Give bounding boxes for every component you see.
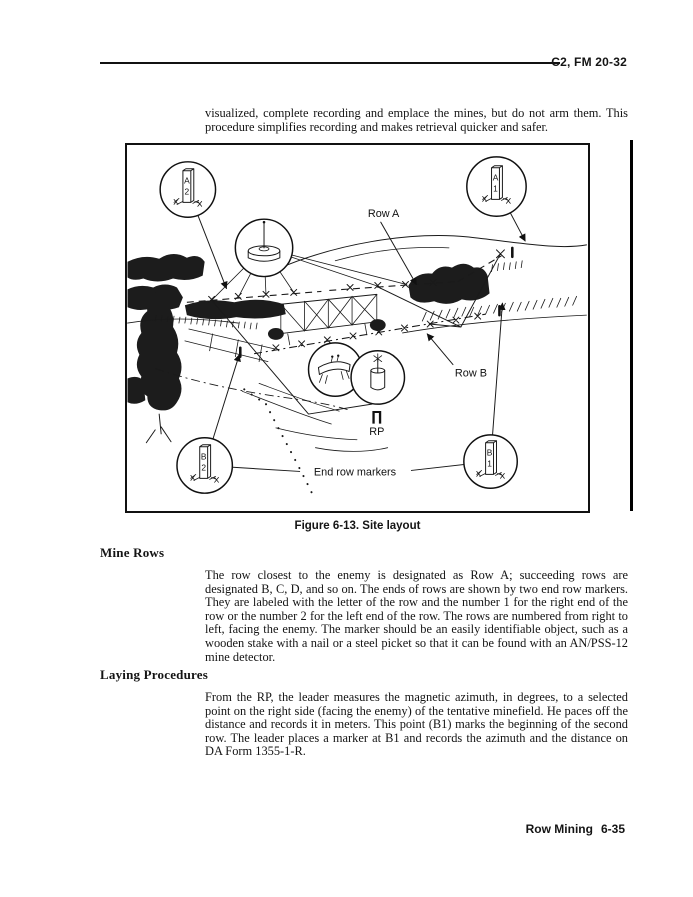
hedgerow-top-left [128,254,205,281]
site-layout-drawing [127,145,588,511]
section-body-mine-rows: The row closest to the enemy is designated as Row A; succeeding rows are designated B, C, D, and so on. The ends of rows are shown by two end row markers. They are labeled with the letter of the row and the number 1 for the right end of the row or the number 2 for the left end of the row. The rows are numbered from right to left, facing the enemy. The marker should be an easily identifiable object, such as a wooden stake with a nail or a steel picket so that it can be found with an AN/PSS-12 mine detector. [205,568,628,664]
footer-section-title: Row Mining [525,822,593,836]
hill-crest-line [276,236,587,270]
intro-paragraph: visualized, complete recording and emplace the mines, but do not arm them. This procedure simplifies recording and makes retrieval quicker and safer. [205,106,628,134]
callout-rp-picket [351,351,404,404]
field-furrows [185,329,274,362]
section-heading-mine-rows: Mine Rows [100,545,165,560]
footer [526,822,625,836]
leader-lines [188,187,525,472]
section-heading-laying-procedures: Laying Procedures [100,667,209,682]
row-b-line [254,314,485,354]
row-a-label-arrow [381,222,417,284]
footer-page-number: 6-35 [600,822,625,836]
bush-left-edge [128,377,146,404]
bush-right [408,264,489,304]
row-a-label: Row A [367,208,400,221]
change-bar [630,140,633,511]
a1-letter: A [492,172,499,183]
site-layout-figure [125,143,590,513]
figure-caption: Figure 6-13. Site layout [294,520,421,532]
a2-number: 2 [184,186,190,197]
end-row-markers-label: End row markers [313,466,397,479]
b1-letter: B [486,447,493,458]
callout-b2 [177,438,232,493]
b1-number: 1 [487,458,492,469]
a1-number: 1 [493,183,498,194]
header-rule [100,62,560,64]
hill-inner-line [335,247,449,260]
b2-letter: B [200,451,207,462]
rp-symbol: ∏ [371,408,383,425]
row-b-label-arrow [427,334,453,365]
rp-label: RP [369,425,385,438]
section-body-laying-procedures: From the RP, the leader measures the magnetic azimuth, in degrees, to a selected point on the right side (facing the enemy) of the tentative minefield. He paces off the distance and records it in meters. This point (B1) marks the beginning of the second row. The leader places a marker at B1 and records the azimuth and the distance on DA Form 1355-1-R. [205,690,628,759]
callout-mine [235,219,292,276]
callout-a2 [160,162,215,217]
callout-b1 [464,435,517,488]
tree-trunk [146,414,171,443]
hedge-mid-left [185,300,286,319]
a2-letter: A [184,175,190,186]
header-doc-reference: C2, FM 20-32 [551,55,627,69]
callout-a1 [467,157,526,216]
bridge-drawing [268,294,386,344]
b2-number: 2 [201,462,207,473]
row-b-label: Row B [454,367,487,380]
